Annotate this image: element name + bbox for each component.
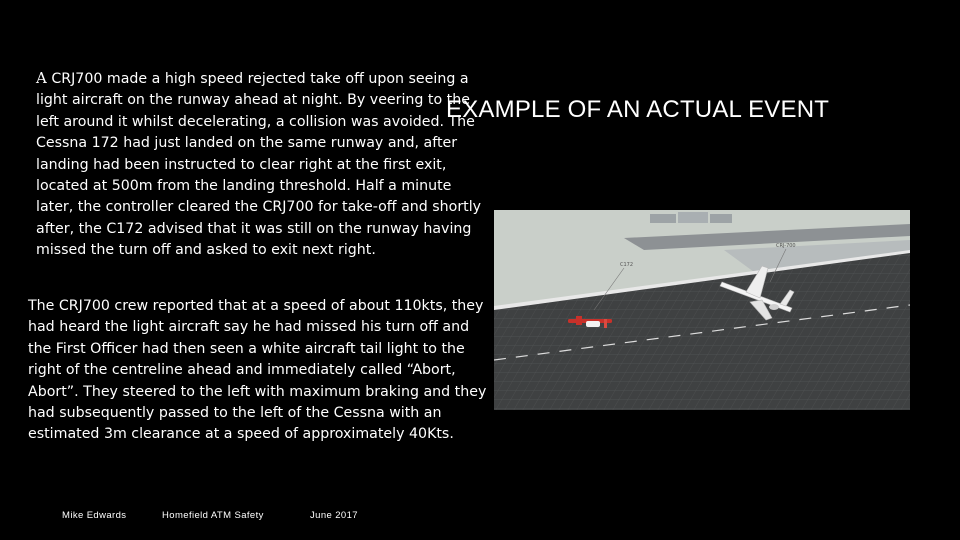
footer-date: June 2017 — [310, 510, 358, 521]
c172-label: C172 — [620, 262, 634, 268]
runway-incident-illustration — [494, 210, 910, 410]
slide-title: EXAMPLE OF AN ACTUAL EVENT — [446, 96, 830, 123]
event-summary-paragraph — [36, 68, 486, 262]
event-summary-text: CRJ700 made a high speed rejected take off upon seeing a light aircraft on the runway ahead at night. By veering to the left around it whilst decelerating, a collision was avoided. The Cessna 172 had just landed on the same runway and, after landing had been instructed to clear right at the first exit, located at 500m from the landing threshold. Half a minute later, the controller cleared the CRJ700 for take-off and shortly after, the C172 advised that it was still on the runway having missed the turn off and asked to exit next right. — [36, 71, 482, 259]
crj700-label: CRJ-700 — [776, 243, 796, 249]
drop-letter: A — [36, 69, 47, 87]
footer-organisation: Homefield ATM Safety — [162, 510, 264, 521]
crew-report-paragraph: The CRJ700 crew reported that at a speed of about 110kts, they had heard the light aircraft say he had missed his turn off and the First Officer had then seen a white aircraft tail light to the right of the centreline ahead and immediately called “Abort, Abort”. They steered to the left with maximum braking and they had subsequently passed to the left of the Cessna with an estimated 3m clearance at a speed of approximately 40Kts. — [28, 298, 487, 443]
footer-author: Mike Edwards — [62, 510, 127, 521]
